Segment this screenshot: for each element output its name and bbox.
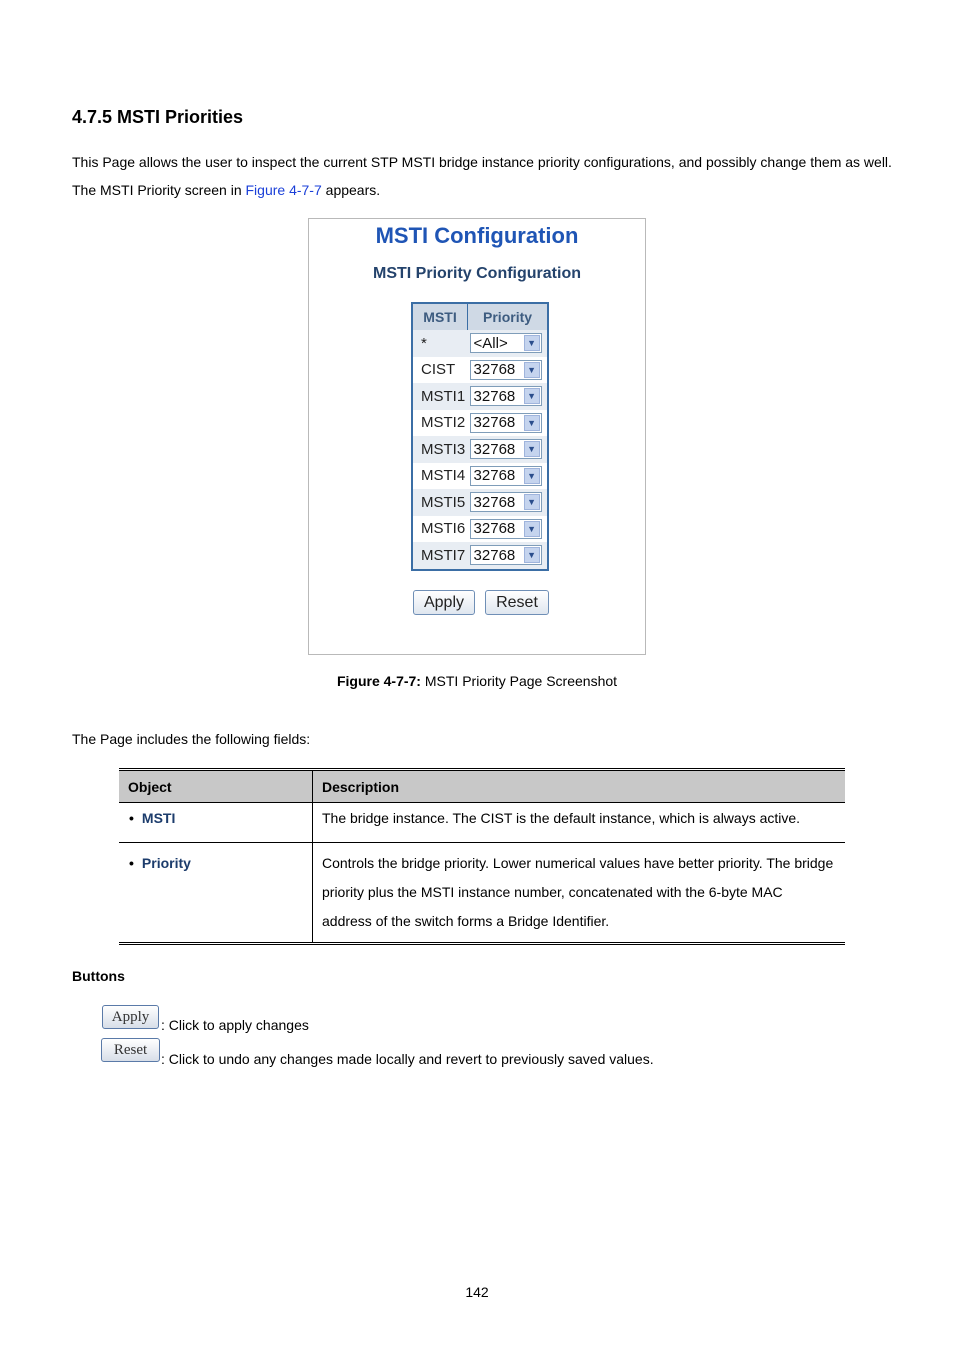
bullet-icon: •	[129, 855, 134, 871]
priority-value: 32768	[473, 414, 516, 432]
chevron-down-icon[interactable]: ▼	[524, 494, 540, 510]
apply-button[interactable]: Apply	[413, 590, 475, 615]
fields-table	[119, 768, 845, 945]
priority-cell	[468, 330, 548, 357]
msti-name-cell: *	[412, 330, 468, 357]
table-row	[412, 542, 548, 570]
priority-value: 32768	[473, 493, 516, 511]
screenshot-figure	[308, 218, 646, 655]
priority-select[interactable]	[470, 519, 542, 539]
table-row	[119, 843, 845, 944]
priority-cell	[468, 357, 548, 384]
priority-select[interactable]	[470, 413, 542, 433]
object-name: Priority	[141, 855, 191, 871]
description-column-header: Description	[313, 770, 846, 803]
chevron-down-icon[interactable]: ▼	[524, 335, 540, 351]
priority-cell	[468, 436, 548, 463]
table-row	[412, 489, 548, 516]
msti-table-body	[412, 330, 548, 570]
object-cell	[119, 843, 313, 944]
table-row	[412, 436, 548, 463]
object-cell	[119, 803, 313, 843]
msti-priority-table	[411, 302, 549, 571]
config-title: MSTI Configuration	[375, 223, 579, 248]
msti-column-header: MSTI	[412, 303, 468, 330]
object-name: MSTI	[141, 810, 176, 826]
priority-cell	[468, 516, 548, 543]
description-cell: Controls the bridge priority. Lower numerical values have better priority. The bridge priority plus the MSTI instance number, concatenated with the 6-byte MAC address of the switch forms a Bridge Identifier.	[313, 843, 846, 944]
msti-name-cell: CIST	[412, 357, 468, 384]
priority-select[interactable]	[470, 360, 542, 380]
table-row	[412, 330, 548, 357]
msti-name-cell: MSTI6	[412, 516, 468, 543]
priority-value: 32768	[473, 387, 516, 405]
chevron-down-icon[interactable]: ▼	[524, 362, 540, 378]
bullet-icon: •	[129, 810, 134, 826]
table-row	[119, 803, 845, 843]
priority-select[interactable]	[470, 492, 542, 512]
priority-value: <All>	[473, 334, 508, 352]
figure-link[interactable]: Figure 4-7-7	[245, 182, 322, 198]
msti-name-cell: MSTI2	[412, 410, 468, 437]
table-row	[412, 516, 548, 543]
priority-value: 32768	[473, 361, 516, 379]
priority-select[interactable]	[470, 386, 542, 406]
priority-cell	[468, 542, 548, 570]
chevron-down-icon[interactable]: ▼	[524, 468, 540, 484]
chevron-down-icon[interactable]: ▼	[524, 521, 540, 537]
object-column-header: Object	[119, 770, 313, 803]
msti-name-cell: MSTI4	[412, 463, 468, 490]
priority-value: 32768	[473, 520, 516, 538]
caption-label: Figure 4-7-7:	[336, 673, 421, 689]
section-title: 4.7.5 MSTI Priorities	[72, 107, 244, 127]
priority-cell	[468, 410, 548, 437]
priority-cell	[468, 383, 548, 410]
figure-caption	[0, 673, 954, 689]
table-row	[412, 410, 548, 437]
priority-value: 32768	[473, 546, 516, 564]
priority-select[interactable]	[470, 466, 542, 486]
priority-column-header: Priority	[468, 303, 548, 330]
chevron-down-icon[interactable]: ▼	[524, 441, 540, 457]
reset-button[interactable]: Reset	[485, 590, 549, 615]
priority-cell	[468, 489, 548, 516]
msti-name-cell: MSTI1	[412, 383, 468, 410]
priority-cell	[468, 463, 548, 490]
page-number: 142	[465, 1284, 489, 1300]
intro-text-end: appears.	[321, 182, 381, 198]
msti-name-cell: MSTI3	[412, 436, 468, 463]
buttons-heading: Buttons	[72, 968, 125, 984]
priority-select[interactable]	[470, 545, 542, 565]
caption-text: MSTI Priority Page Screenshot	[420, 673, 618, 689]
priority-value: 32768	[473, 440, 516, 458]
chevron-down-icon[interactable]: ▼	[524, 547, 540, 563]
msti-name-cell: MSTI5	[412, 489, 468, 516]
description-cell: The bridge instance. The CIST is the default instance, which is always active.	[313, 803, 846, 843]
intro-paragraph	[72, 148, 892, 204]
chevron-down-icon[interactable]: ▼	[524, 415, 540, 431]
table-row	[412, 383, 548, 410]
fields-intro: The Page includes the following fields:	[72, 731, 311, 747]
reset-description: : Click to undo any changes made locally and revert to previously saved values.	[161, 1051, 654, 1067]
apply-description: : Click to apply changes	[161, 1017, 309, 1033]
priority-value: 32768	[473, 467, 516, 485]
msti-name-cell: MSTI7	[412, 542, 468, 570]
table-row	[412, 463, 548, 490]
apply-button-image: Apply	[102, 1005, 159, 1029]
intro-text: This Page allows the user to inspect the current STP MSTI bridge instance priority configurations, and possibly change them as well. The MSTI Priority screen in	[72, 154, 892, 198]
config-subtitle: MSTI Priority Configuration	[373, 265, 581, 282]
priority-select[interactable]	[470, 333, 542, 353]
chevron-down-icon[interactable]: ▼	[524, 388, 540, 404]
priority-select[interactable]	[470, 439, 542, 459]
reset-button-image: Reset	[101, 1038, 160, 1062]
table-row	[412, 357, 548, 384]
